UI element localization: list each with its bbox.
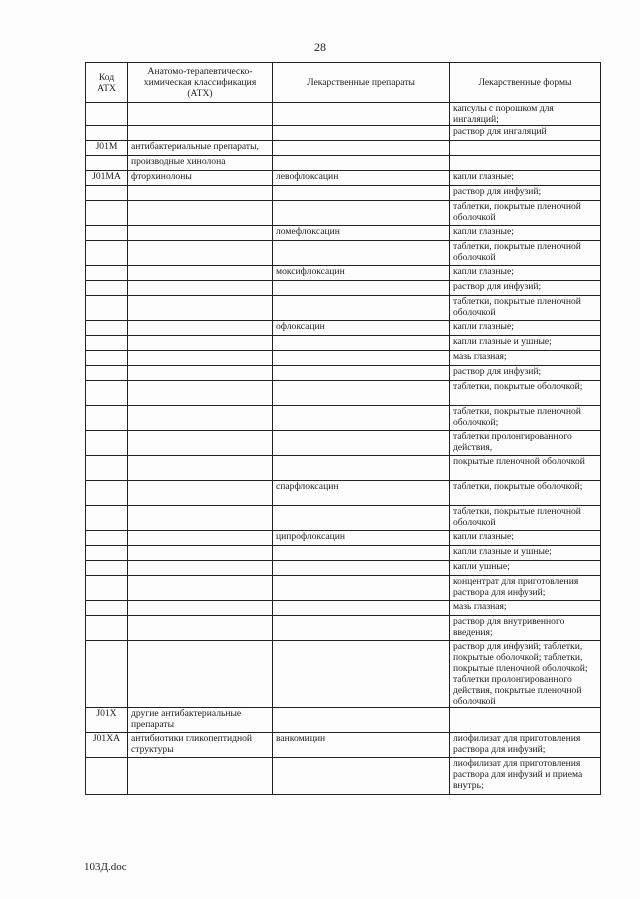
cell-form: раствор для инфузий; [450, 186, 601, 201]
table-row [86, 321, 601, 336]
cell-classification [128, 226, 273, 241]
cell-drug [273, 366, 450, 381]
cell-drug [273, 281, 450, 296]
table-row [86, 281, 601, 296]
cell-classification [128, 641, 273, 708]
table-row [86, 616, 601, 641]
cell-drug: моксифлоксацин [273, 266, 450, 281]
cell-classification [128, 241, 273, 266]
cell-form: раствор для инфузий; [450, 281, 601, 296]
cell-drug [273, 156, 450, 171]
cell-classification [128, 531, 273, 546]
cell-code [86, 126, 128, 141]
cell-code [86, 616, 128, 641]
table-row [86, 156, 601, 171]
table-row [86, 186, 601, 201]
table-body [86, 103, 601, 795]
cell-classification [128, 576, 273, 601]
cell-drug [273, 641, 450, 708]
table-row [86, 456, 601, 481]
table-row [86, 296, 601, 321]
cell-form: таблетки, покрытые пленочной оболочкой [450, 241, 601, 266]
cell-drug [273, 141, 450, 156]
cell-classification [128, 296, 273, 321]
cell-classification: антибиотики гликопептидной структуры [128, 733, 273, 758]
cell-form: капли глазные; [450, 266, 601, 281]
cell-classification [128, 266, 273, 281]
cell-form: раствор для внутривенного введения; [450, 616, 601, 641]
cell-drug [273, 576, 450, 601]
cell-form: капли глазные и ушные; [450, 336, 601, 351]
cell-classification [128, 201, 273, 226]
cell-form: капли глазные; [450, 531, 601, 546]
table-row [86, 336, 601, 351]
table-row [86, 431, 601, 456]
footer-filename: 103Д.doc [84, 861, 127, 873]
cell-drug [273, 406, 450, 431]
cell-classification [128, 616, 273, 641]
cell-code [86, 351, 128, 366]
cell-drug [273, 351, 450, 366]
header-code: Код АТХ [86, 63, 128, 103]
cell-drug: офлоксацин [273, 321, 450, 336]
table-row [86, 201, 601, 226]
cell-form: таблетки, покрытые пленочной оболочкой [450, 296, 601, 321]
cell-code [86, 296, 128, 321]
table-row [86, 481, 601, 506]
table-row [86, 758, 601, 795]
table-row [86, 506, 601, 531]
cell-form: таблетки, покрытые пленочной оболочкой [450, 506, 601, 531]
cell-form: раствор для инфузий; [450, 366, 601, 381]
cell-classification [128, 431, 273, 456]
cell-drug [273, 126, 450, 141]
cell-form: таблетки, покрытые оболочкой; [450, 381, 601, 406]
cell-code [86, 431, 128, 456]
cell-form: таблетки, покрытые пленочной оболочкой; [450, 406, 601, 431]
cell-classification [128, 546, 273, 561]
cell-code [86, 186, 128, 201]
cell-code [86, 481, 128, 506]
cell-form [450, 156, 601, 171]
table-row [86, 576, 601, 601]
cell-drug [273, 336, 450, 351]
cell-form: таблетки пролонгированного действия, [450, 431, 601, 456]
table-row [86, 406, 601, 431]
table-row [86, 708, 601, 733]
cell-form: капли ушные; [450, 561, 601, 576]
cell-drug [273, 506, 450, 531]
cell-drug [273, 381, 450, 406]
cell-form: раствор для ингаляций [450, 126, 601, 141]
table-row [86, 171, 601, 186]
cell-drug: ломефлоксацин [273, 226, 450, 241]
cell-code [86, 506, 128, 531]
cell-drug [273, 561, 450, 576]
cell-drug [273, 103, 450, 126]
cell-classification [128, 406, 273, 431]
cell-form: лиофилизат для приготовления раствора для инфузий и приема внутрь; [450, 758, 601, 795]
cell-form: капли глазные; [450, 321, 601, 336]
cell-drug [273, 601, 450, 616]
cell-drug: левофлоксацин [273, 171, 450, 186]
header-drugs: Лекарственные препараты [273, 63, 450, 103]
cell-drug [273, 431, 450, 456]
header-atx-classification: Анатомо-терапевтическо-химическая классификация (АТХ) [128, 63, 273, 103]
cell-code [86, 266, 128, 281]
cell-classification [128, 351, 273, 366]
cell-classification: другие антибактериальные препараты [128, 708, 273, 733]
cell-form [450, 141, 601, 156]
cell-drug [273, 616, 450, 641]
cell-form: концентрат для приготовления раствора для инфузий; [450, 576, 601, 601]
table-row [86, 561, 601, 576]
cell-classification [128, 366, 273, 381]
table-row [86, 733, 601, 758]
cell-code [86, 281, 128, 296]
table-row [86, 531, 601, 546]
cell-form: мазь глазная; [450, 351, 601, 366]
cell-code [86, 226, 128, 241]
cell-classification [128, 561, 273, 576]
cell-code [86, 406, 128, 431]
cell-drug: спарфлоксацин [273, 481, 450, 506]
cell-classification [128, 103, 273, 126]
cell-classification [128, 456, 273, 481]
cell-form: капсулы с порошком для ингаляций; [450, 103, 601, 126]
table-row [86, 641, 601, 708]
cell-form: раствор для инфузий; таблетки, покрытые оболочкой; таблетки, покрытые пленочной оболочкой; таблетки пролонгированного действия, покрытые пленочной оболочкой [450, 641, 601, 708]
cell-code [86, 531, 128, 546]
cell-code: J01XA [86, 733, 128, 758]
cell-drug [273, 708, 450, 733]
cell-code [86, 336, 128, 351]
cell-drug: ципрофлоксацин [273, 531, 450, 546]
table-row [86, 366, 601, 381]
table-row [86, 601, 601, 616]
cell-code [86, 546, 128, 561]
cell-classification [128, 186, 273, 201]
table-row [86, 266, 601, 281]
atx-table [85, 62, 601, 795]
cell-drug [273, 456, 450, 481]
page-number: 28 [314, 40, 326, 54]
cell-code [86, 758, 128, 795]
cell-drug [273, 241, 450, 266]
table-row [86, 351, 601, 366]
cell-form: капли глазные; [450, 171, 601, 186]
cell-code [86, 381, 128, 406]
cell-code [86, 366, 128, 381]
cell-classification: фторхинолоны [128, 171, 273, 186]
table-header-row [86, 63, 601, 103]
cell-form: покрытые пленочной оболочкой [450, 456, 601, 481]
cell-classification [128, 601, 273, 616]
table-row [86, 226, 601, 241]
cell-form: таблетки, покрытые оболочкой; [450, 481, 601, 506]
cell-code [86, 641, 128, 708]
cell-classification [128, 321, 273, 336]
cell-drug [273, 758, 450, 795]
cell-code [86, 456, 128, 481]
cell-code [86, 561, 128, 576]
cell-form: капли глазные и ушные; [450, 546, 601, 561]
cell-classification [128, 126, 273, 141]
cell-code [86, 321, 128, 336]
cell-drug [273, 546, 450, 561]
cell-code: J01MA [86, 171, 128, 186]
table-row [86, 546, 601, 561]
cell-form [450, 708, 601, 733]
cell-code: J01X [86, 708, 128, 733]
cell-classification: производные хинолона [128, 156, 273, 171]
cell-drug: ванкомицин [273, 733, 450, 758]
cell-classification [128, 336, 273, 351]
cell-code [86, 156, 128, 171]
table-row [86, 126, 601, 141]
table-row [86, 141, 601, 156]
cell-drug [273, 201, 450, 226]
cell-form: мазь глазная; [450, 601, 601, 616]
cell-form: лиофилизат для приготовления раствора для инфузий; [450, 733, 601, 758]
table-row [86, 241, 601, 266]
cell-form: таблетки, покрытые пленочной оболочкой [450, 201, 601, 226]
header-forms: Лекарственные формы [450, 63, 601, 103]
cell-classification [128, 481, 273, 506]
cell-classification [128, 381, 273, 406]
cell-code [86, 241, 128, 266]
cell-drug [273, 296, 450, 321]
table-row [86, 381, 601, 406]
cell-classification [128, 506, 273, 531]
cell-classification: антибактериальные препараты, [128, 141, 273, 156]
cell-code: J01M [86, 141, 128, 156]
cell-drug [273, 186, 450, 201]
cell-code [86, 576, 128, 601]
cell-form: капли глазные; [450, 226, 601, 241]
cell-classification [128, 758, 273, 795]
cell-classification [128, 281, 273, 296]
table-row [86, 103, 601, 126]
cell-code [86, 201, 128, 226]
cell-code [86, 103, 128, 126]
cell-code [86, 601, 128, 616]
